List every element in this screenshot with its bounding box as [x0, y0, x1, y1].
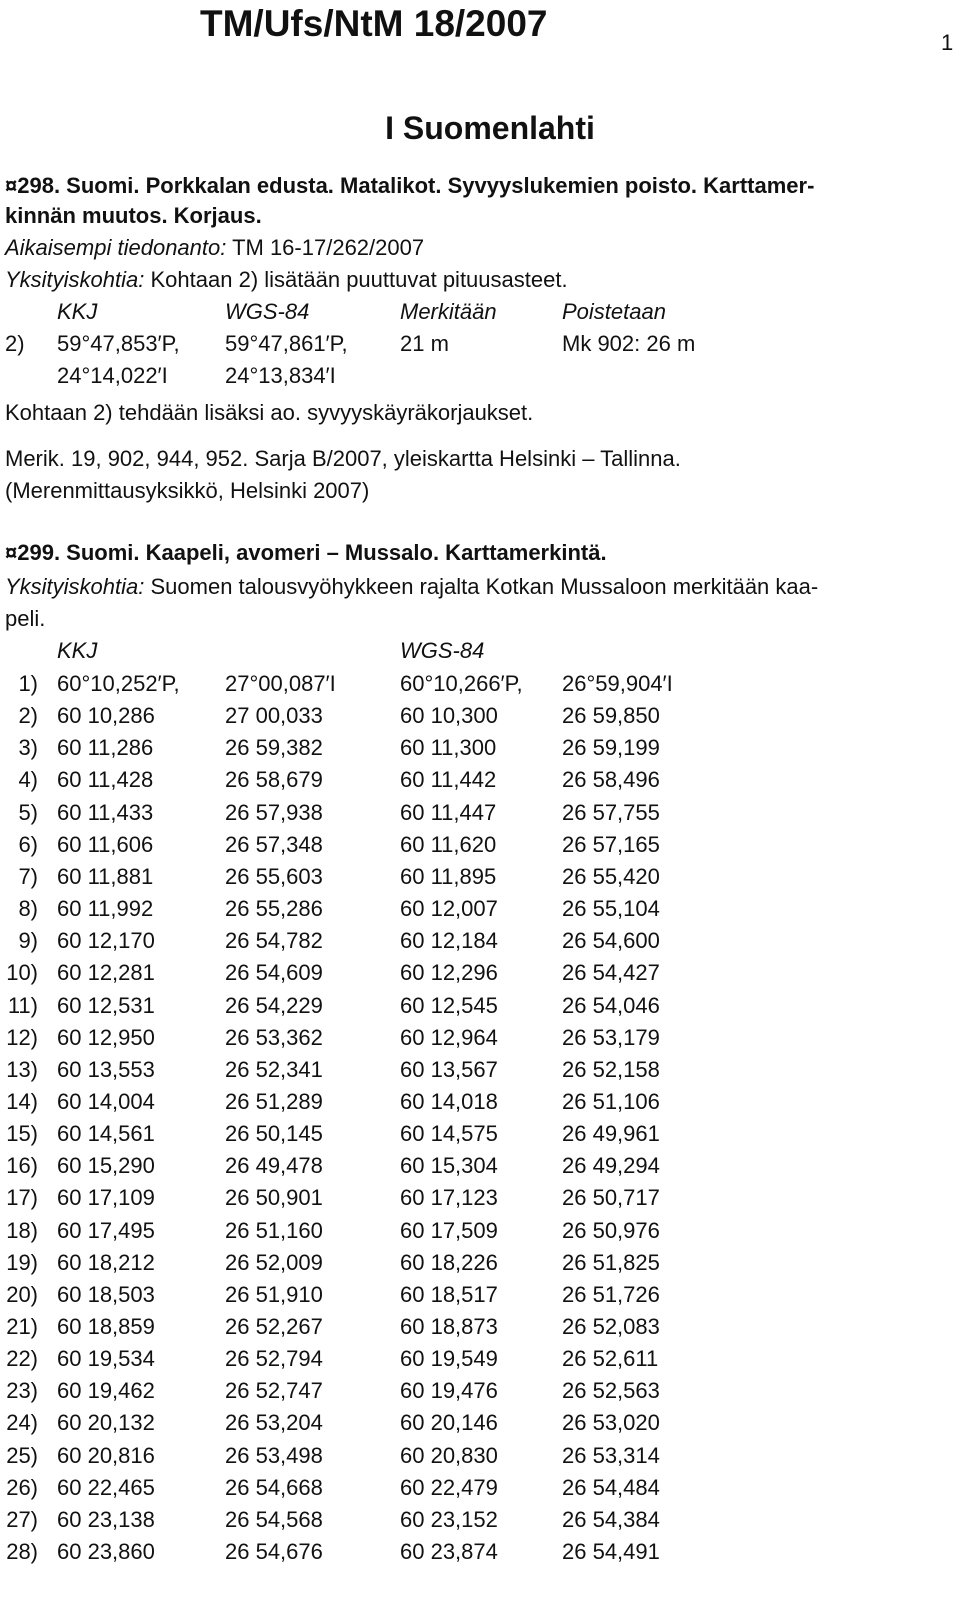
- wgs84-longitude: 26 51,106: [562, 1088, 660, 1114]
- notice-299-details-continued: peli.: [5, 606, 46, 631]
- wgs84-longitude: 26 52,083: [562, 1314, 660, 1339]
- details-label: Yksityiskohtia:: [5, 574, 145, 599]
- row-number: 22): [6, 1346, 38, 1372]
- kkj-latitude: 60 11,606: [57, 831, 154, 857]
- kkj-longitude: 26 49,478: [225, 1153, 323, 1179]
- wgs84-latitude: 60 14,018: [400, 1088, 498, 1114]
- kkj-latitude: 60 19,462: [57, 1378, 155, 1404]
- kkj-longitude: 26 58,679: [225, 767, 323, 793]
- wgs84-latitude: 60 10,300: [400, 703, 498, 729]
- kkj-longitude: 26 57,938: [225, 799, 323, 825]
- wgs84-latitude: 60 18,226: [400, 1249, 498, 1275]
- wgs84-longitude: 26 55,104: [562, 896, 660, 922]
- wgs84-latitude: 60 23,152: [400, 1506, 498, 1532]
- kkj-latitude: 60 14,561: [57, 1121, 155, 1147]
- wgs84-latitude: 60 17,509: [400, 1217, 498, 1243]
- wgs84-latitude: 60 20,830: [400, 1442, 498, 1468]
- kkj-longitude: 26 59,382: [225, 735, 323, 761]
- kkj-longitude: 26 54,609: [225, 960, 323, 986]
- kkj-latitude: 60 12,281: [57, 960, 155, 986]
- wgs84-latitude: 60 13,567: [400, 1056, 498, 1082]
- row-number: 13): [6, 1056, 38, 1082]
- wgs84-longitude: 26 54,046: [562, 992, 660, 1018]
- wgs84-longitude: 26 55,420: [562, 863, 660, 889]
- notice-298-kkj-lat: 59°47,853′P,: [57, 331, 180, 356]
- wgs84-latitude: 60 19,476: [400, 1378, 498, 1404]
- notice-298-header-mark: Merkitään: [400, 299, 497, 324]
- kkj-longitude: 26 55,286: [225, 896, 323, 922]
- wgs84-latitude: 60 22,479: [400, 1474, 498, 1500]
- kkj-latitude: 60 13,553: [57, 1056, 155, 1082]
- kkj-longitude: 26 50,901: [225, 1185, 323, 1211]
- row-number: 12): [6, 1024, 38, 1050]
- row-number: 26): [6, 1474, 38, 1500]
- kkj-latitude: 60 17,495: [57, 1217, 155, 1243]
- wgs84-longitude: 26 52,611: [562, 1346, 659, 1372]
- wgs84-longitude: 26 58,496: [562, 767, 660, 793]
- kkj-longitude: 26 53,204: [225, 1410, 323, 1436]
- notice-299-header-kkj: KKJ: [57, 638, 98, 663]
- kkj-longitude: 26 50,145: [225, 1121, 323, 1147]
- notice-298-row-number: 2): [5, 331, 25, 356]
- kkj-longitude: 26 53,362: [225, 1024, 323, 1050]
- wgs84-longitude: 26 57,755: [562, 799, 660, 825]
- wgs84-longitude: 26 52,563: [562, 1378, 660, 1404]
- kkj-latitude: 60 12,531: [57, 992, 155, 1018]
- wgs84-latitude: 60 11,300: [400, 735, 497, 761]
- notice-298-header-kkj: KKJ: [57, 299, 98, 324]
- kkj-longitude: 27°00,087′I: [225, 671, 336, 696]
- kkj-latitude: 60 18,859: [57, 1314, 155, 1339]
- kkj-longitude: 27 00,033: [225, 703, 323, 729]
- kkj-latitude: 60 14,004: [57, 1088, 155, 1114]
- wgs84-longitude: 26 53,020: [562, 1410, 660, 1436]
- wgs84-latitude: 60 23,874: [400, 1539, 498, 1565]
- row-number: 21): [6, 1314, 38, 1339]
- section-title: I Suomenlahti: [385, 110, 595, 146]
- wgs84-longitude: 26 50,717: [562, 1185, 660, 1211]
- row-number: 24): [6, 1410, 38, 1436]
- notice-299-header-wgs84: WGS-84: [400, 638, 485, 663]
- wgs84-latitude: 60 12,184: [400, 928, 498, 954]
- notice-298-title-line1: ¤298. Suomi. Porkkalan edusta. Matalikot. Syvyyslukemien poisto. Karttamer-: [5, 173, 815, 198]
- document-title: TM/Ufs/NtM 18/2007: [200, 3, 548, 44]
- notice-298-note: Kohtaan 2) tehdään lisäksi ao. syvyyskäyräkorjaukset.: [5, 400, 534, 425]
- kkj-latitude: 60 11,433: [57, 799, 154, 825]
- kkj-longitude: 26 54,568: [225, 1506, 323, 1532]
- kkj-longitude: 26 54,676: [225, 1539, 323, 1565]
- kkj-longitude: 26 51,289: [225, 1088, 323, 1114]
- row-number: 19): [6, 1249, 38, 1275]
- notice-299-details: [5, 572, 818, 602]
- kkj-latitude: 60 18,212: [57, 1249, 155, 1275]
- kkj-latitude: 60 20,816: [57, 1442, 155, 1468]
- wgs84-longitude: 26 59,850: [562, 703, 660, 729]
- wgs84-latitude: 60 14,575: [400, 1121, 498, 1147]
- wgs84-longitude: 26 53,179: [562, 1024, 660, 1050]
- details-label: Yksityiskohtia:: [5, 267, 145, 292]
- row-number: 20): [6, 1281, 38, 1307]
- row-number: 17): [6, 1185, 38, 1211]
- kkj-longitude: 26 54,229: [225, 992, 323, 1018]
- wgs84-latitude: 60 18,517: [400, 1281, 498, 1307]
- notice-298-details: [5, 265, 568, 295]
- notice-298-kkj-lon: 24°14,022′I: [57, 363, 168, 388]
- kkj-latitude: 60 23,138: [57, 1506, 155, 1532]
- wgs84-latitude: 60 18,873: [400, 1314, 498, 1339]
- kkj-longitude: 26 51,160: [225, 1217, 323, 1243]
- wgs84-longitude: 26 53,314: [562, 1442, 660, 1468]
- notice-298-header-wgs84: WGS-84: [225, 299, 310, 324]
- wgs84-latitude: 60 11,620: [400, 831, 497, 857]
- wgs84-latitude: 60 12,545: [400, 992, 498, 1018]
- notice-298-title-line2: kinnän muutos. Korjaus.: [5, 203, 262, 228]
- wgs84-longitude: 26 52,158: [562, 1056, 660, 1082]
- row-number: 4): [18, 767, 38, 793]
- row-number: 6): [18, 831, 38, 857]
- kkj-longitude: 26 53,498: [225, 1442, 323, 1468]
- row-number: 28): [6, 1539, 38, 1565]
- kkj-latitude: 60 23,860: [57, 1539, 155, 1565]
- kkj-longitude: 26 52,267: [225, 1314, 323, 1339]
- page-number: 1: [941, 30, 954, 55]
- kkj-longitude: 26 54,668: [225, 1474, 323, 1500]
- wgs84-latitude: 60 11,442: [400, 767, 497, 793]
- notice-298-source: (Merenmittausyksikkö, Helsinki 2007): [5, 478, 370, 503]
- wgs84-latitude: 60 11,895: [400, 863, 497, 889]
- wgs84-longitude: 26 54,491: [562, 1539, 660, 1565]
- wgs84-longitude: 26 51,825: [562, 1249, 660, 1275]
- wgs84-latitude: 60 12,296: [400, 960, 498, 986]
- notice-298-wgs-lat: 59°47,861′P,: [225, 331, 348, 356]
- row-number: 9): [18, 928, 38, 954]
- wgs84-longitude: 26 51,726: [562, 1281, 660, 1307]
- kkj-latitude: 60 18,503: [57, 1281, 155, 1307]
- wgs84-longitude: 26 49,961: [562, 1121, 660, 1147]
- row-number: 3): [18, 735, 38, 761]
- kkj-longitude: 26 52,794: [225, 1346, 323, 1372]
- notice-298-mark-value: 21 m: [400, 331, 449, 356]
- wgs84-longitude: 26 54,600: [562, 928, 660, 954]
- wgs84-latitude: 60 15,304: [400, 1153, 498, 1179]
- row-number: 11): [7, 992, 38, 1018]
- kkj-latitude: 60 20,132: [57, 1410, 155, 1436]
- row-number: 16): [6, 1153, 38, 1179]
- details-value: Suomen talousvyöhykkeen rajalta Kotkan Mussaloon merkitään kaa-: [144, 574, 819, 599]
- wgs84-latitude: 60 19,549: [400, 1346, 498, 1372]
- notice-299-title: ¤299. Suomi. Kaapeli, avomeri – Mussalo. Karttamerkintä.: [5, 540, 607, 565]
- notice-298-charts: Merik. 19, 902, 944, 952. Sarja B/2007, yleiskartta Helsinki – Tallinna.: [5, 446, 681, 471]
- kkj-latitude: 60 11,881: [57, 863, 154, 889]
- kkj-longitude: 26 51,910: [225, 1281, 323, 1307]
- kkj-latitude: 60 15,290: [57, 1153, 155, 1179]
- kkj-latitude: 60 19,534: [57, 1346, 155, 1372]
- kkj-longitude: 26 54,782: [225, 928, 323, 954]
- wgs84-latitude: 60 20,146: [400, 1410, 498, 1436]
- kkj-longitude: 26 52,341: [225, 1056, 323, 1082]
- kkj-latitude: 60°10,252′P,: [57, 671, 180, 696]
- kkj-latitude: 60 10,286: [57, 703, 155, 729]
- wgs84-longitude: 26 54,484: [562, 1474, 660, 1500]
- row-number: 10): [6, 960, 38, 986]
- kkj-latitude: 60 11,992: [57, 896, 154, 922]
- row-number: 27): [6, 1506, 38, 1532]
- kkj-latitude: 60 12,170: [57, 928, 155, 954]
- notice-298-wgs-lon: 24°13,834′I: [225, 363, 336, 388]
- kkj-longitude: 26 52,009: [225, 1249, 323, 1275]
- kkj-latitude: 60 12,950: [57, 1024, 155, 1050]
- wgs84-longitude: 26 50,976: [562, 1217, 660, 1243]
- kkj-longitude: 26 55,603: [225, 863, 323, 889]
- wgs84-longitude: 26 49,294: [562, 1153, 660, 1179]
- notice-298-header-remove: Poistetaan: [562, 299, 666, 324]
- wgs84-latitude: 60°10,266′P,: [400, 671, 523, 696]
- wgs84-longitude: 26 57,165: [562, 831, 660, 857]
- kkj-longitude: 26 57,348: [225, 831, 323, 857]
- wgs84-longitude: 26 54,384: [562, 1506, 660, 1532]
- notice-298-remove-value: Mk 902: 26 m: [562, 331, 696, 356]
- kkj-latitude: 60 11,428: [57, 767, 154, 793]
- row-number: 18): [6, 1217, 38, 1243]
- wgs84-longitude: 26 54,427: [562, 960, 660, 986]
- previous-value: TM 16-17/262/2007: [226, 235, 425, 260]
- row-number: 1): [18, 671, 38, 696]
- row-number: 23): [6, 1378, 38, 1404]
- wgs84-longitude: 26 59,199: [562, 735, 660, 761]
- wgs84-latitude: 60 11,447: [400, 799, 497, 825]
- wgs84-latitude: 60 12,007: [400, 896, 498, 922]
- row-number: 14): [6, 1088, 38, 1114]
- wgs84-latitude: 60 12,964: [400, 1024, 498, 1050]
- row-number: 7): [18, 863, 38, 889]
- kkj-latitude: 60 17,109: [57, 1185, 155, 1211]
- wgs84-latitude: 60 17,123: [400, 1185, 498, 1211]
- row-number: 25): [6, 1442, 38, 1468]
- row-number: 15): [6, 1121, 38, 1147]
- kkj-latitude: 60 22,465: [57, 1474, 155, 1500]
- wgs84-longitude: 26°59,904′I: [562, 671, 673, 696]
- details-value: Kohtaan 2) lisätään puuttuvat pituusasteet.: [144, 267, 568, 292]
- row-number: 2): [18, 703, 38, 729]
- kkj-longitude: 26 52,747: [225, 1378, 323, 1404]
- kkj-latitude: 60 11,286: [57, 735, 154, 761]
- row-number: 8): [18, 896, 38, 922]
- previous-label: Aikaisempi tiedonanto:: [5, 235, 227, 260]
- row-number: 5): [18, 799, 38, 825]
- notice-298-previous: [5, 233, 424, 263]
